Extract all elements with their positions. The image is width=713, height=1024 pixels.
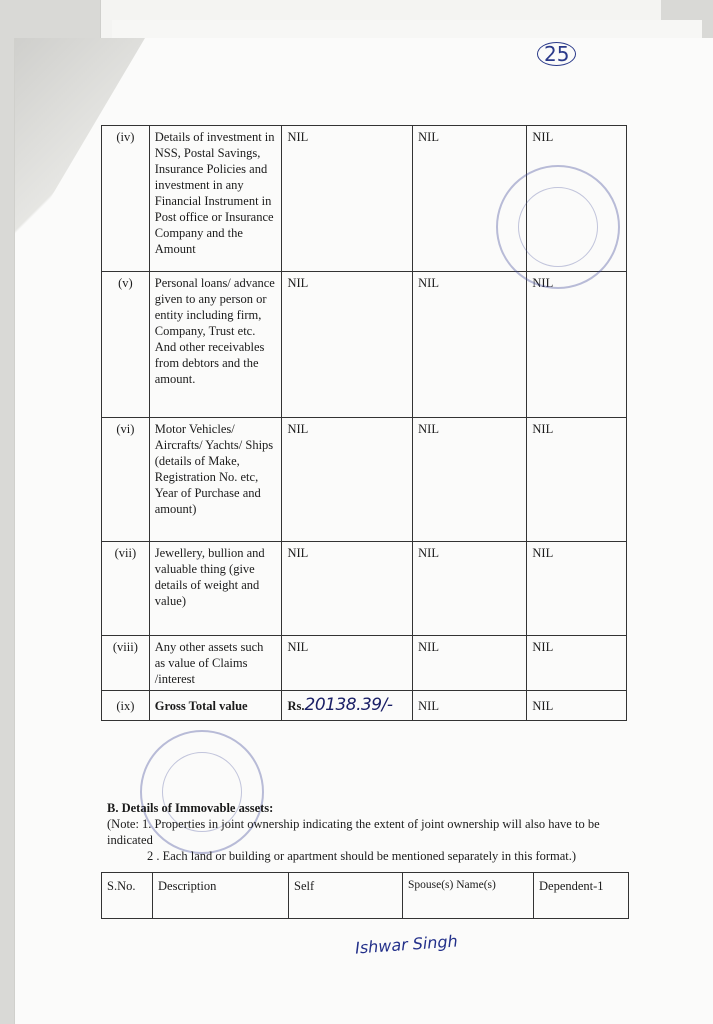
serial-number: (iv) (102, 126, 150, 272)
handwritten-total: 20138.39/- (304, 695, 393, 715)
header-description: Description (153, 873, 289, 919)
table-row (102, 272, 627, 418)
immovable-assets-section (107, 800, 627, 864)
gross-total-self (282, 691, 413, 721)
serial-number: (vii) (102, 542, 150, 636)
dependent-value: NIL (527, 542, 627, 636)
dependent-value: NIL (527, 636, 627, 691)
currency-prefix: Rs. (287, 699, 305, 713)
section-note-2: 2 . Each land or building or apartment should be mentioned separately in this format.) (147, 849, 577, 863)
dependent-value: NIL (527, 126, 627, 272)
spouse-value: NIL (413, 636, 527, 691)
asset-description: Details of investment in NSS, Postal Savings, Insurance Policies and investment in any Financial Instrument in Post office or Insurance Company and the Amount (149, 126, 282, 272)
table-header-row (102, 873, 629, 919)
asset-description: Any other assets such as value of Claims /interest (149, 636, 282, 691)
self-value: NIL (282, 126, 413, 272)
table-row (102, 542, 627, 636)
page-number: 25 (537, 42, 576, 66)
dependent-value: NIL (527, 418, 627, 542)
gross-total-dependent: NIL (527, 691, 627, 721)
table-row (102, 636, 627, 691)
serial-number: (viii) (102, 636, 150, 691)
immovable-assets-table (101, 872, 629, 919)
header-sno: S.No. (102, 873, 153, 919)
serial-number: (v) (102, 272, 150, 418)
section-note-1: (Note: 1. Properties in joint ownership indicating the extent of joint ownership will also have to be indicated (107, 817, 600, 847)
spouse-value: NIL (413, 126, 527, 272)
asset-description: Jewellery, bullion and valuable thing (give details of weight and value) (149, 542, 282, 636)
asset-description: Motor Vehicles/ Aircrafts/ Yachts/ Ships (details of Make, Registration No. etc, Year of Purchase and amount) (149, 418, 282, 542)
serial-number: (ix) (102, 691, 150, 721)
section-title: B. Details of Immovable assets: (107, 801, 274, 815)
gross-total-spouse: NIL (413, 691, 527, 721)
spouse-value: NIL (413, 418, 527, 542)
notary-stamp (496, 165, 620, 289)
handwritten-signature: Ishwar Singh (354, 931, 459, 958)
header-dependent: Dependent-1 (534, 873, 629, 919)
header-self: Self (289, 873, 403, 919)
self-value: NIL (282, 272, 413, 418)
self-value: NIL (282, 418, 413, 542)
gross-total-row (102, 691, 627, 721)
gross-total-label: Gross Total value (149, 691, 282, 721)
header-spouse: Spouse(s) Name(s) (403, 873, 534, 919)
self-value: NIL (282, 636, 413, 691)
asset-description: Personal loans/ advance given to any person or entity including firm, Company, Trust etc. And other receivables from debtors and the amount. (149, 272, 282, 418)
spouse-value: NIL (413, 542, 527, 636)
self-value: NIL (282, 542, 413, 636)
dependent-value: NIL (527, 272, 627, 418)
notary-stamp-inner (518, 187, 598, 267)
serial-number: (vi) (102, 418, 150, 542)
spouse-value: NIL (413, 272, 527, 418)
table-row (102, 418, 627, 542)
